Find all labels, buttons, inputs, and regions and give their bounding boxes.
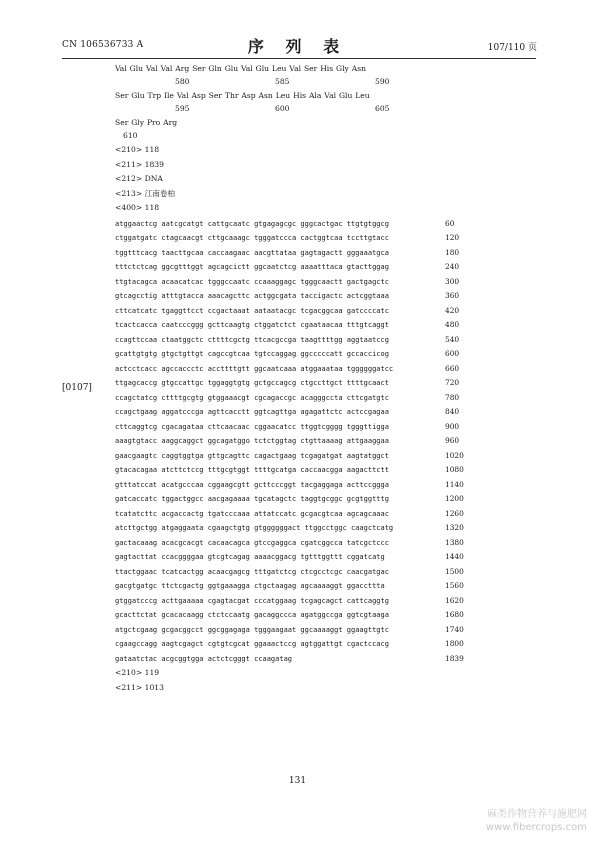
sequence-row (115, 550, 545, 565)
sequence-position: 180 (445, 247, 460, 257)
sequence-position: 420 (445, 305, 460, 315)
residue-number-row (115, 103, 545, 116)
sequence-text: ctggatgatc ctagcaacgt cttgcaaagc tgggatccca cactggtcaa tccttgtacc (115, 234, 389, 242)
sequence-position: 960 (445, 436, 460, 445)
sequence-text: gatcaccatc tggactggcc aacgagaaaa tgcatagctc taggtgcggc gcgtggtttg (115, 495, 389, 503)
header-divider (62, 58, 536, 59)
residue-number: 580 (175, 77, 190, 86)
sequence-row (115, 637, 545, 652)
residue-number: 585 (275, 77, 290, 86)
page-number: 131 (288, 776, 307, 786)
sequence-position: 1560 (445, 581, 464, 590)
watermark (486, 808, 587, 834)
sequence-row (115, 478, 545, 493)
seq-start-tag: <400> 118 (115, 203, 160, 212)
residue-number: 610 (123, 131, 138, 140)
page-title: 序 列 表 (247, 37, 348, 56)
sequence-row (115, 565, 545, 580)
sequence-row (115, 304, 545, 319)
paragraph-label: [0107] (62, 383, 92, 393)
sequence-text: tttctctcag ggcgtttggt agcagcictt ggcaatctcg aaaatttaca gtacttggag (115, 263, 389, 271)
seq-organism-tag: <213> 江南卷柏 (115, 188, 176, 198)
page-counter: 107/110 页 (487, 43, 537, 53)
sequence-text: cttcaggtcg cgacagataa cttcaacaac cggaacatcc ttggtcgggg tgggttiggа (115, 422, 389, 431)
sequence-text: gaacgaagtc caggtggtga gttgcagttc cagactgaag tcgagatgat aagtatggct (115, 451, 389, 460)
sequence-row (115, 376, 545, 391)
sequence-position: 360 (445, 291, 460, 300)
sequence-position: 1680 (445, 610, 464, 619)
residue-number: 600 (275, 104, 290, 113)
seq-id-tag: <210> 118 (115, 145, 160, 154)
sequence-text: ttgagcaccg gtgccattgc tggaggtgtg gctgccagcg ctgccttgct ttttgcaact (115, 379, 389, 387)
sequence-position: 480 (445, 320, 460, 329)
protein-line: Val Glu Val Val Arg Ser Gln Glu Val Glu Leu Val Ser His Gly Asn (115, 64, 367, 73)
sequence-position: 1800 (445, 639, 464, 648)
sequence-text: tggtttcacg taacttgcaa caccaagaac aacgttataa gagtagactt gggaaatgca (115, 248, 389, 257)
sequence-text: gagtacttat ccacggggaa gtcgtcagag aaaacggacg tgtttggttt cggatcatg (115, 553, 385, 561)
sequence-text: gacgtgatgc ttctcgactg ggtgaaaggа ctgctaagag agcaaaaggt ggaccttta (115, 582, 385, 590)
residue-number-row (115, 76, 545, 89)
sequence-position: 1200 (445, 494, 464, 503)
protein-line: Ser Glu Trp Ile Val Asp Ser Thr Asp Asn Leu His Ala Val Glu Leu (115, 91, 370, 100)
watermark-site-name: 麻类作物营养与施肥网 (487, 809, 587, 820)
sequence-position: 1620 (445, 595, 464, 605)
sequence-row (115, 594, 545, 609)
sequence-text: cttcatcatc tgaggttcct ccgactaaat aataatacgc tcgacggcaa gatccccatc (115, 306, 389, 315)
sequence-row (115, 652, 545, 667)
sequence-position: 60 (445, 218, 455, 228)
sequence-position: 720 (445, 378, 460, 387)
sequence-row (115, 463, 545, 478)
sequence-row (115, 623, 545, 638)
sequence-row (115, 333, 545, 348)
sequence-text: ccagctatcg cttttgcgtg gtggaaacgt cgcagaccgc acagggccta cttcgatgtc (115, 393, 389, 402)
sequence-text: gtttatccat acatgcccaa cggaagcgtt gcttcccggt tacgaggaga acttccggga (115, 480, 389, 489)
sequence-text: gtacacagaa atcttctccg tttgcgtggt ttttgcatga caccaacgga aagacttctt (115, 466, 389, 474)
seq-length-tag: <211> 1013 (115, 682, 164, 692)
sequence-row (115, 420, 545, 435)
sequence-text: ccagctgaag aggatcccga agttcacctt ggtcagttga agagattctc actccgagaa (115, 408, 389, 416)
sequence-row (115, 608, 545, 623)
sequence-listing (115, 62, 545, 695)
sequence-row (115, 275, 545, 290)
sequence-text: gtggatcccg acttgaaaaa cgagtacgat cccatggaag tcgagcagct cattcaggtg (115, 596, 389, 605)
residue-number: 590 (375, 77, 390, 86)
sequence-position: 1839 (445, 653, 464, 663)
dna-sequence-block (115, 217, 545, 667)
page-header (0, 28, 595, 58)
sequence-text: tcatatcttc acgaccactg tgatcccaaa attatccatc gcgacgtcaa agcagcaaac (115, 509, 389, 518)
sequence-row (115, 405, 545, 420)
sequence-row (115, 347, 545, 362)
sequence-text: aaagtgtacc aaggcaggct ggcagatggo tctctggtag ctgttaaaag attgaaggaa (115, 437, 389, 445)
sequence-position: 1440 (445, 552, 464, 561)
residue-number: 595 (175, 104, 190, 113)
sequence-position: 1380 (445, 537, 464, 547)
sequence-text: atcttgctgg atgaggaata cgaagctgtg gtggggggact ttggcctggc caagctcatg (115, 524, 394, 532)
sequence-position: 780 (445, 392, 460, 402)
sequence-text: tcactcacca caatcccggg gcttcaagtg ctggatctct cgaataacaa tttgtcaggt (115, 321, 389, 329)
sequence-text: ccagttccaa ctaatggctc cttttcgctg ttcacgccga taagttttgg aggtaatccg (115, 335, 389, 344)
patent-number: CN 106536733 A (62, 40, 144, 50)
watermark-url: www.fibercrops.com (485, 822, 587, 833)
sequence-row (115, 449, 545, 464)
sequence-row (115, 217, 545, 232)
sequence-text: gcattgtgtg gtgctgttgt cagccgtcaa tgtccaggag ggcccccatt gccaccicog (115, 350, 389, 358)
sequence-row (115, 246, 545, 261)
sequence-row (115, 318, 545, 333)
sequence-row (115, 362, 545, 377)
sequence-position: 900 (445, 421, 460, 431)
sequence-row (115, 492, 545, 507)
sequence-row (115, 260, 545, 275)
sequence-position: 1080 (445, 465, 464, 474)
sequence-position: 1260 (445, 508, 464, 518)
seq-length-tag: <211> 1839 (115, 159, 164, 169)
sequence-text: atgctcgaag gcgacggcct ggcggagaga tgggaagaat ggcaaaaggt ggaagttgtc (115, 625, 389, 634)
sequence-position: 1500 (445, 566, 464, 576)
sequence-position: 600 (445, 349, 460, 358)
residue-number-row (115, 130, 545, 143)
sequence-row (115, 536, 545, 551)
sequence-position: 240 (445, 262, 460, 271)
sequence-position: 120 (445, 233, 460, 242)
sequence-text: gcacttctat gcacacaagg ctctccaatg gacaggccca agatggccga ggtcgtaaga (115, 611, 389, 619)
sequence-row (115, 434, 545, 449)
sequence-position: 1320 (445, 523, 464, 532)
sequence-position: 1140 (445, 479, 464, 489)
sequence-position: 300 (445, 276, 460, 286)
sequence-row (115, 521, 545, 536)
sequence-text: ttgtacagca acaacatcac tgggccaatc ccaaaggagc tgggcaactt gactgagctc (115, 277, 389, 286)
sequence-text: ttactggaac tcatcactgg acaacgagcg tttgatctcg ctcgcctcgc caacgatgac (115, 567, 389, 576)
seq-id-tag: <210> 119 (115, 668, 160, 677)
sequence-text: gataatctac acgcggtgga actctcgggt ccaagatag (115, 654, 293, 663)
sequence-text: cgaagccagg aagtcgagct cgtgtcgcat ggaaactccg agtggattgt cgactccacg (115, 640, 389, 648)
sequence-text: atggaactcg aatcgcatgt cattgcaatc gtgagagcgc gggcactgac ttgtgtggcg (115, 219, 389, 228)
seq-type-tag: <212> DNA (115, 174, 163, 183)
protein-line: Ser Gly Pro Arg (115, 118, 178, 127)
sequence-row (115, 391, 545, 406)
sequence-text: actcctcacc agccaccctc accttttgtt ggcaatcaaa atggaaataa tggggggatcc (115, 364, 394, 373)
sequence-position: 1740 (445, 624, 464, 634)
sequence-text: gtcagcctig atttgtacca aaacagcttc actggcgata taccigactc actcggtaaa (115, 292, 389, 300)
sequence-position: 1020 (445, 450, 464, 460)
sequence-row (115, 289, 545, 304)
sequence-position: 540 (445, 334, 460, 344)
sequence-row (115, 507, 545, 522)
sequence-text: gactacaaag acacgcacgt cacaacagca gtccgaggca cgatcggcca tatcgctccc (115, 538, 389, 547)
sequence-row (115, 579, 545, 594)
sequence-position: 840 (445, 407, 460, 416)
sequence-row (115, 231, 545, 246)
residue-number: 605 (375, 104, 390, 113)
sequence-position: 660 (445, 363, 460, 373)
